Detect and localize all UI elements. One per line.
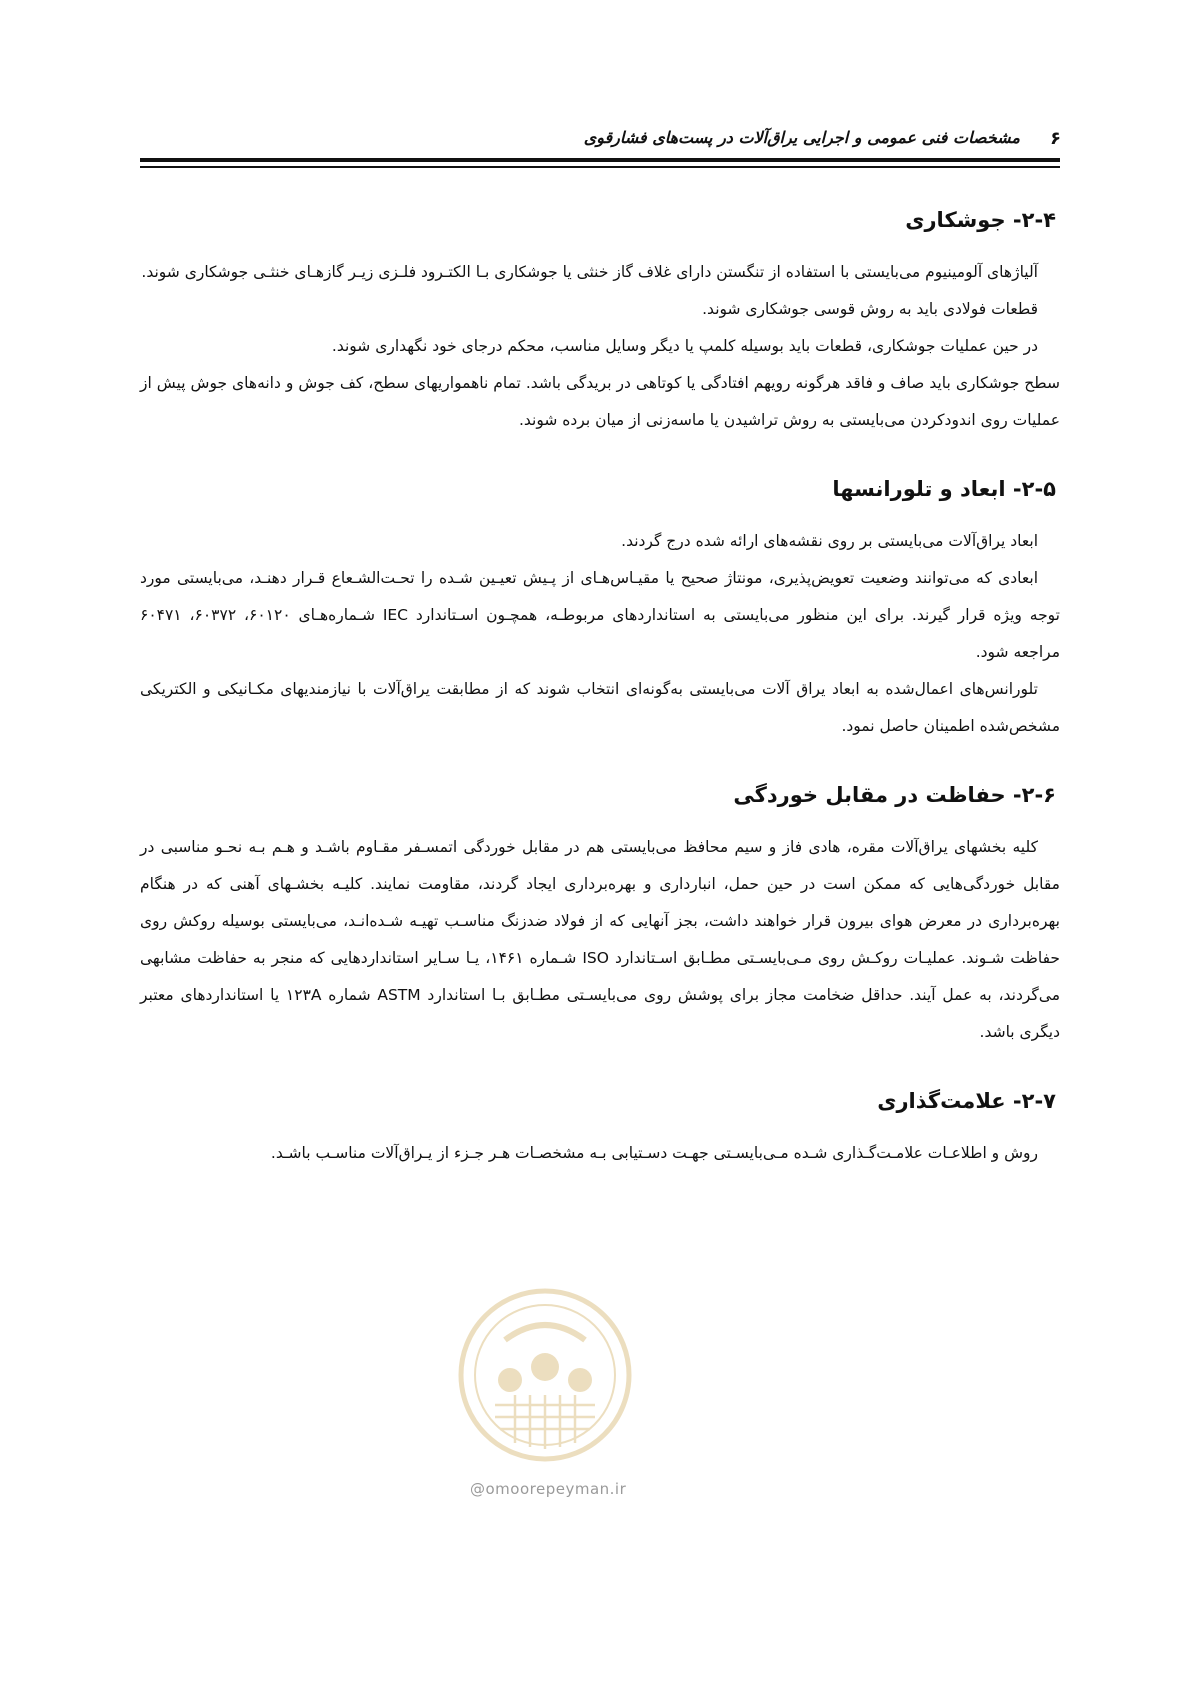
section-marking bbox=[140, 1081, 1060, 1172]
paragraph: در حین عملیات جوشکاری، قطعات باید بوسیله کلمپ یا دیگر وسایل مناسب، محکم درجای خود نگهداری شوند. bbox=[331, 337, 1038, 355]
section-dimensions-tolerances bbox=[140, 469, 1060, 745]
header-title: مشخصات فنی عمومی و اجرایی یراق‌آلات در پست‌های فشارقوی bbox=[583, 128, 1020, 147]
watermark-logo bbox=[455, 1285, 635, 1465]
section-heading: ۲-۵- ابعاد و تلورانسها bbox=[832, 477, 1056, 501]
watermark-url: @omoorepeyman.ir bbox=[470, 1480, 627, 1498]
paragraph: ابعادی که می‌توانند وضعیت تعویض‌پذیری، مونتاژ صحیح یا مقیـاس‌هـای از پـیش تعیـین شـده را تحـت‌الشـعاع قـرار دهنـد، می‌بایستی مورد توجه ویژه قرار گیرند. برای این منظور می‌بایستی به استانداردهای مربوطـه، همچـون اسـتاندارد IEC شـماره‌هـای ۶۰۱۲۰، ۶۰۳۷۲، ۶۰۴۷۱ مراجعه شود. bbox=[140, 569, 1060, 661]
section-spacer bbox=[140, 745, 1060, 775]
section-heading: ۲-۷- علامت‌گذاری bbox=[877, 1089, 1056, 1113]
paragraph: ابعاد یراق‌آلات می‌بایستی بر روی نقشه‌های ارائه شده درج گردند. bbox=[621, 532, 1038, 550]
paragraph: قطعات فولادی باید به روش قوسی جوشکاری شوند. bbox=[702, 300, 1038, 318]
paragraph: تلورانس‌های اعمال‌شده به ابعاد یراق آلات می‌بایستی به‌گونه‌ای انتخاب شوند که از مطابقت یراق‌آلات با نیازمندیهای مکـانیکی و الکتریکی مشخص‌شده اطمینان حاصل نمود. bbox=[140, 680, 1060, 735]
paragraph: سطح جوشکاری باید صاف و فاقد هرگونه رویهم افتادگی یا کوتاهی در بریدگی باشد. تمام ناهمواریهای سطح، کف جوش و دانه‌های جوش پیش از عملیات روی اندودکردن می‌بایستی به روش تراشیدن یا ماسه‌زنی از میان برده شوند. bbox=[140, 374, 1060, 429]
header-rule-thick bbox=[140, 158, 1060, 162]
section-spacer bbox=[140, 439, 1060, 469]
page-header bbox=[140, 128, 1060, 174]
section-heading: ۲-۶- حفاظت در مقابل خوردگی bbox=[733, 783, 1056, 807]
section-corrosion-protection bbox=[140, 775, 1060, 1051]
page-number: ۶ bbox=[1050, 128, 1061, 149]
paragraph: آلیاژهای آلومینیوم می‌بایستی با استفاده از تنگستن دارای غلاف گاز خنثی یا جوشکاری بـا الکتـرود فلـزی زیـر گازهـای خنثـی جوشکاری شوند. bbox=[141, 263, 1038, 281]
document-body bbox=[140, 200, 1060, 1172]
paragraph: کلیه بخشهای یراق‌آلات مقره، هادی فاز و سیم محافظ می‌بایستی هم در مقابل خوردگی اتمسـفر مقـاوم باشـد و هـم بـه نحـو مناسبی در مقابل خوردگی‌هایی که ممکن است در حین حمل، انبارداری و بهره‌برداری ایجاد گردند، مقاومت نمایند. کلیـه بخشـهای آهنی که در هنگام بهره‌برداری در معرض هوای بیرون قرار خواهند داشت، بجز آنهایی که از فولاد ضدزنگ مناسـب تهیـه شـده‌انـد، می‌بایستی بوسیله روکش روی حفاظت شـوند. عملیـات روکـش روی مـی‌بایسـتی مطـابق اسـتاندارد ISO شـماره ۱۴۶۱، یـا سـایر استانداردهایی که منجر به حفاظت مشابهی می‌گردند، به عمل آیند. حداقل ضخامت مجاز برای پوشش روی می‌بایسـتی مطـابق بـا استاندارد ASTM شماره ۱۲۳A یا استانداردهای معتبر دیگری باشد. bbox=[140, 838, 1061, 1041]
header-rule-thin bbox=[140, 166, 1060, 168]
section-heading: ۲-۴- جوشکاری bbox=[905, 208, 1056, 232]
section-welding bbox=[140, 200, 1060, 439]
paragraph: روش و اطلاعـات علامـت‌گـذاری شـده مـی‌بایسـتی جهـت دسـتیابی بـه مشخصـات هـر جـزء از یـراق‌آلات مناسـب باشـد. bbox=[270, 1144, 1038, 1162]
section-spacer bbox=[140, 1051, 1060, 1081]
